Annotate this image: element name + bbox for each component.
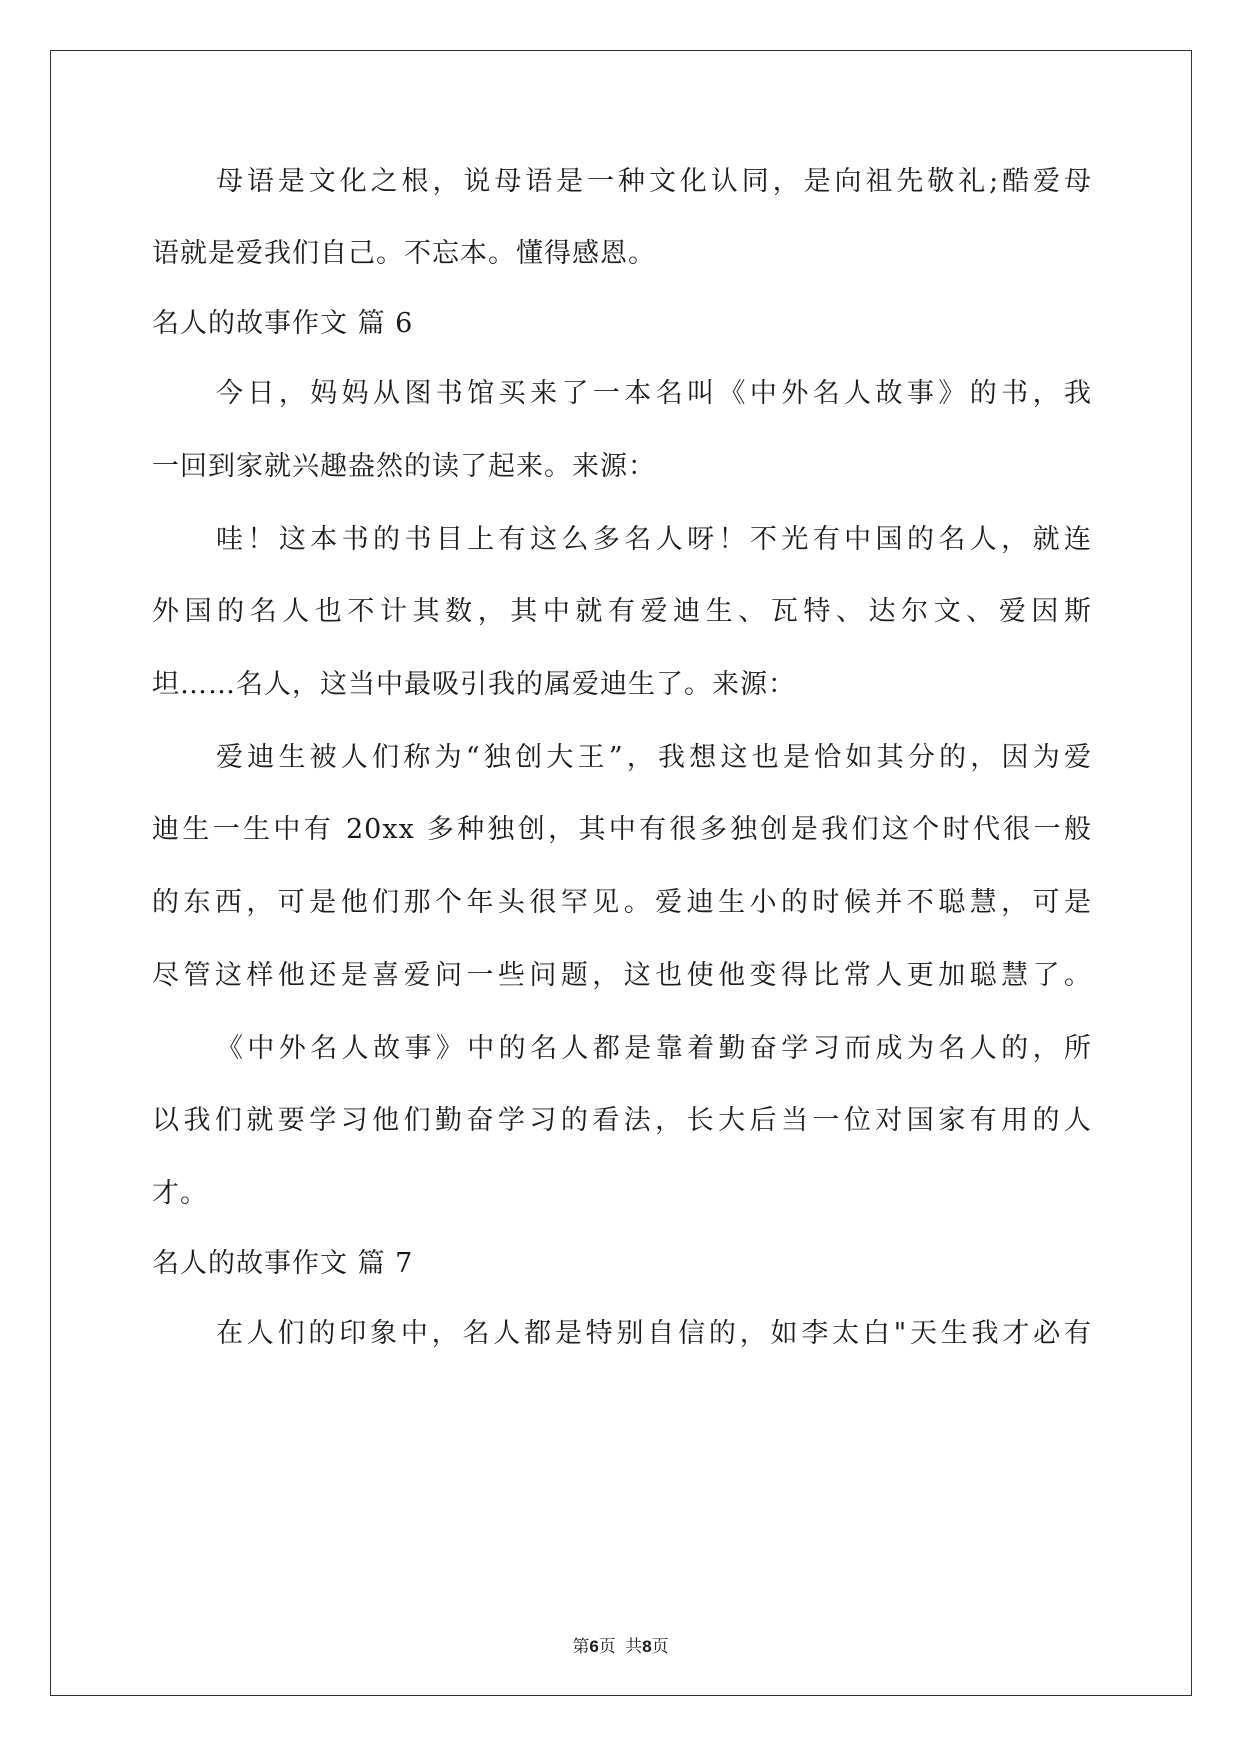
paragraph-line: 爱迪生被人们称为“独创大王”，我想这也是恰如其分的，因为爱: [216, 742, 1092, 773]
paragraph-line: 《中外名人故事》中的名人都是靠着勤奋学习而成为名人的，所: [216, 1033, 1092, 1064]
paragraph-line: 语就是爱我们自己。不忘本。懂得感恩。: [152, 238, 656, 269]
paragraph-line: 今日，妈妈从图书馆买来了一本名叫《中外名人故事》的书，我: [216, 378, 1092, 409]
paragraph-line: 母语是文化之根，说母语是一种文化认同，是向祖先敬礼;酷爱母: [216, 166, 1092, 197]
paragraph-line: 迪生一生中有 20xx 多种独创，其中有很多独创是我们这个时代很一般: [152, 814, 1092, 845]
paragraph-line: 外国的名人也不计其数，其中就有爱迪生、瓦特、达尔文、爱因斯: [152, 596, 1092, 627]
paragraph-line: 才。: [152, 1178, 208, 1209]
footer-mid: 页 共: [598, 1637, 643, 1657]
page-footer: [0, 1632, 1241, 1657]
paragraph-line: 尽管这样他还是喜爱问一些问题，这也使他变得比常人更加聪慧了。: [152, 960, 1092, 991]
footer-prefix: 第: [572, 1637, 590, 1657]
paragraph-line: 的东西，可是他们那个年头很罕见。爱迪生小的时候并不聪慧，可是: [152, 887, 1092, 918]
current-page-number: 6: [589, 1637, 599, 1656]
section-heading: 名人的故事作文 篇 6: [152, 308, 414, 339]
page-border: [50, 50, 1192, 1696]
paragraph-line: 坦……名人，这当中最吸引我的属爱迪生了。来源：: [152, 669, 796, 700]
footer-suffix: 页: [651, 1637, 669, 1657]
section-heading: 名人的故事作文 篇 7: [152, 1248, 414, 1279]
paragraph-line: 以我们就要学习他们勤奋学习的看法，长大后当一位对国家有用的人: [152, 1105, 1092, 1136]
total-pages-number: 8: [642, 1637, 652, 1656]
paragraph-line: 在人们的印象中，名人都是特别自信的，如李太白"天生我才必有: [216, 1318, 1092, 1349]
paragraph-line: 哇！这本书的书目上有这么多名人呀！不光有中国的名人，就连: [216, 524, 1092, 555]
paragraph-line: 一回到家就兴趣盎然的读了起来。来源：: [152, 451, 656, 482]
